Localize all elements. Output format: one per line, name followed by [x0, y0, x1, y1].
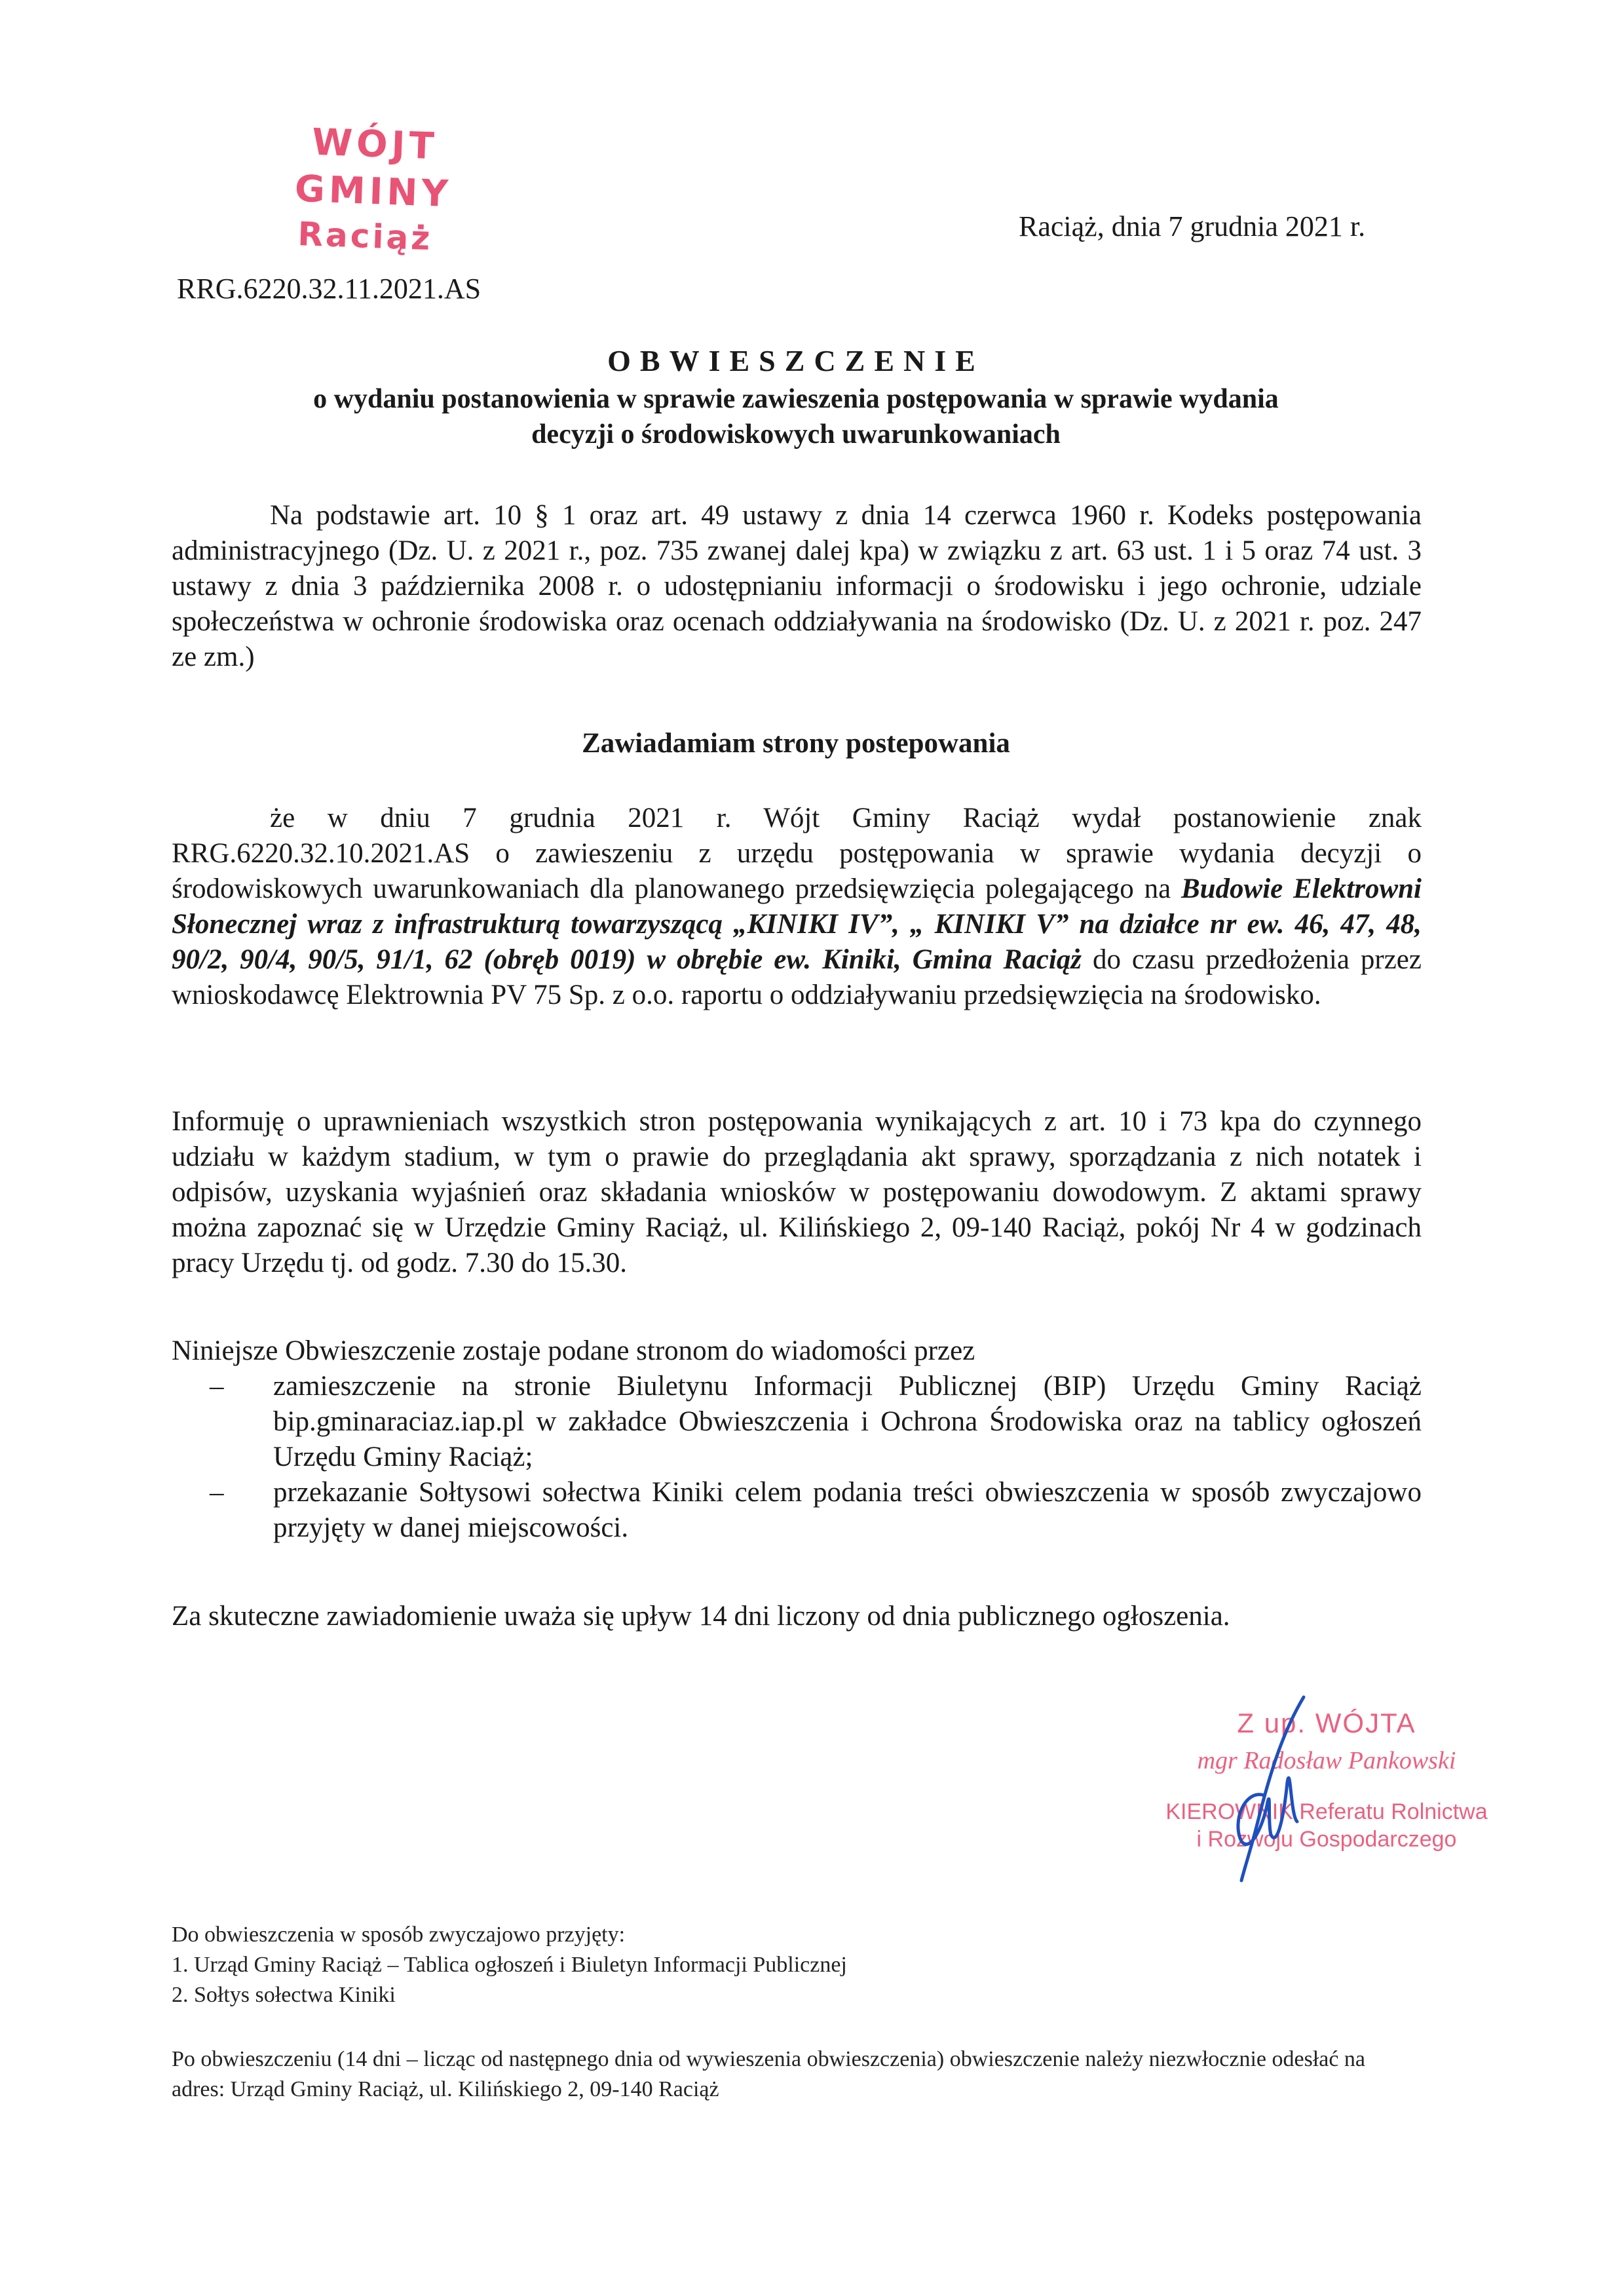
distribution-intro: Do obwieszczenia w sposób zwyczajowo przyjęty: [172, 1923, 626, 1947]
notice-heading: Zawiadamiam strony postepowania [582, 728, 1010, 759]
effective-notice: Za skuteczne zawiadomienie uważa się upływ 14 dni liczony od dnia publicznego ogłoszenia. [172, 1601, 1230, 1632]
signature-name: mgr Radosław Pankowski [1197, 1747, 1456, 1774]
distribution-item: 2. Sołtys sołectwa Kiniki [172, 1983, 396, 2007]
signature-position: KIEROWNIK Referatu Rolnictwa [1165, 1799, 1488, 1824]
office-stamp [224, 116, 523, 263]
publication-section [172, 1333, 1422, 1546]
document-title: OBWIESZCZENIE [607, 344, 985, 377]
stamp-line-1: WÓJT GMINY [293, 121, 453, 216]
publication-list [172, 1369, 1422, 1546]
list-item: – przekazanie Sołtysowi sołectwa Kiniki celem podania treści obwieszczenia w sposób zwyczajowo przyjęty w danej miejscowości. [172, 1475, 1422, 1546]
rights-paragraph: Informuję o uprawnieniach wszystkich stron postępowania wynikających z art. 10 i 73 kpa do czynnego udziału w każdym stadium, w tym o prawie do przeglądania akt sprawy, sporządzania z nich notatek i odpisów, uzyskania wyjaśnień oraz składania wniosków w postępowaniu dowodowym. Z aktami sprawy można zapoznać się w Urzędzie Gminy Raciąż, ul. Kilińskiego 2, 09-140 Raciąż, pokój Nr 4 w godzinach pracy Urzędu tj. od godz. 7.30 do 15.30. [172, 1106, 1422, 1278]
dash-bullet-icon: – [210, 1371, 224, 1402]
document-subtitle-1: o wydaniu postanowienia w sprawie zawieszenia postępowania w sprawie wydania [313, 384, 1279, 414]
document-subtitle-2: decyzji o środowiskowych uwarunkowaniach [531, 419, 1061, 450]
distribution-section [172, 1920, 1422, 2010]
title-block [177, 341, 1415, 452]
dash-bullet-icon: – [210, 1477, 224, 1508]
legal-basis-paragraph: Na podstawie art. 10 § 1 oraz art. 49 ustawy z dnia 14 czerwca 1960 r. Kodeks postępowania administracyjnego (Dz. U. z 2021 r., poz. 735 zwanej dalej kpa) w związku z art. 63 ust. 1 i 5 oraz 74 ust. 3 ustawy z dnia 3 października 2008 r. o udostępnianiu informacji o środowisku i jego ochronie, udziale społeczeństwa w ochronie środowiska oraz ocenach oddziaływania na środowisko (Dz. U. z 2021 r. poz. 247 ze zm.) [172, 500, 1422, 672]
signature-department: i Rozwoju Gospodarczego [1196, 1827, 1457, 1852]
decision-text-1: że w dniu 7 grudnia 2021 r. Wójt Gminy Raciąż wydał postanowienie znak RRG.6220.32.10.2021.AS o zawieszeniu z urzędu postępowania w sprawie wydania decyzji o środowiskowych uwarunkowaniach dla planowanego przedsięwzięcia polegającego na [172, 803, 1422, 904]
handwritten-signature-icon [1205, 1691, 1336, 1887]
return-note: Po obwieszczeniu (14 dni – licząc od następnego dnia od wywieszenia obwieszczenia) obwieszczenie należy niezwłocznie odesłać na adres: Urząd Gminy Raciąż, ul. Kilińskiego 2, 09-140 Raciąż [172, 2047, 1366, 2101]
signature-line-1: Z up. WÓJTA [1237, 1708, 1416, 1738]
publication-intro: Niniejsze Obwieszczenie zostaje podane stronom do wiadomości przez [172, 1335, 975, 1366]
reference-number: RRG.6220.32.11.2021.AS [177, 273, 482, 305]
project-description: Budowie Elektrowni Słonecznej wraz z infrastrukturą towarzyszącą „KINIKI IV”, „ KINIKI V” na działce nr ew. 46, 47, 48, 90/2, 90/4, 90/5, 91/1, 62 (obręb 0019) w obrębie ew. Kiniki, Gmina Raciąż [172, 873, 1422, 975]
stamp-line-2: Raciąż [297, 215, 434, 258]
distribution-item: 1. Urząd Gminy Raciąż – Tablica ogłoszeń i Biuletyn Informacji Publicznej [172, 1953, 847, 1977]
decision-text-2: do czasu przedłożenia przez wnioskodawcę Elektrownia PV 75 Sp. z o.o. raportu o oddziaływaniu przedsięwzięcia na środowisko. [172, 944, 1422, 1010]
decision-paragraph [172, 801, 1422, 1013]
document-date: Raciąż, dnia 7 grudnia 2021 r. [1019, 210, 1366, 242]
list-item: – zamieszczenie na stronie Biuletynu Informacji Publicznej (BIP) Urzędu Gminy Raciąż bip.gminaraciaz.iap.pl w zakładce Obwieszczenia i Ochrona Środowiska oraz na tablicy ogłoszeń Urzędu Gminy Raciąż; [172, 1369, 1422, 1475]
